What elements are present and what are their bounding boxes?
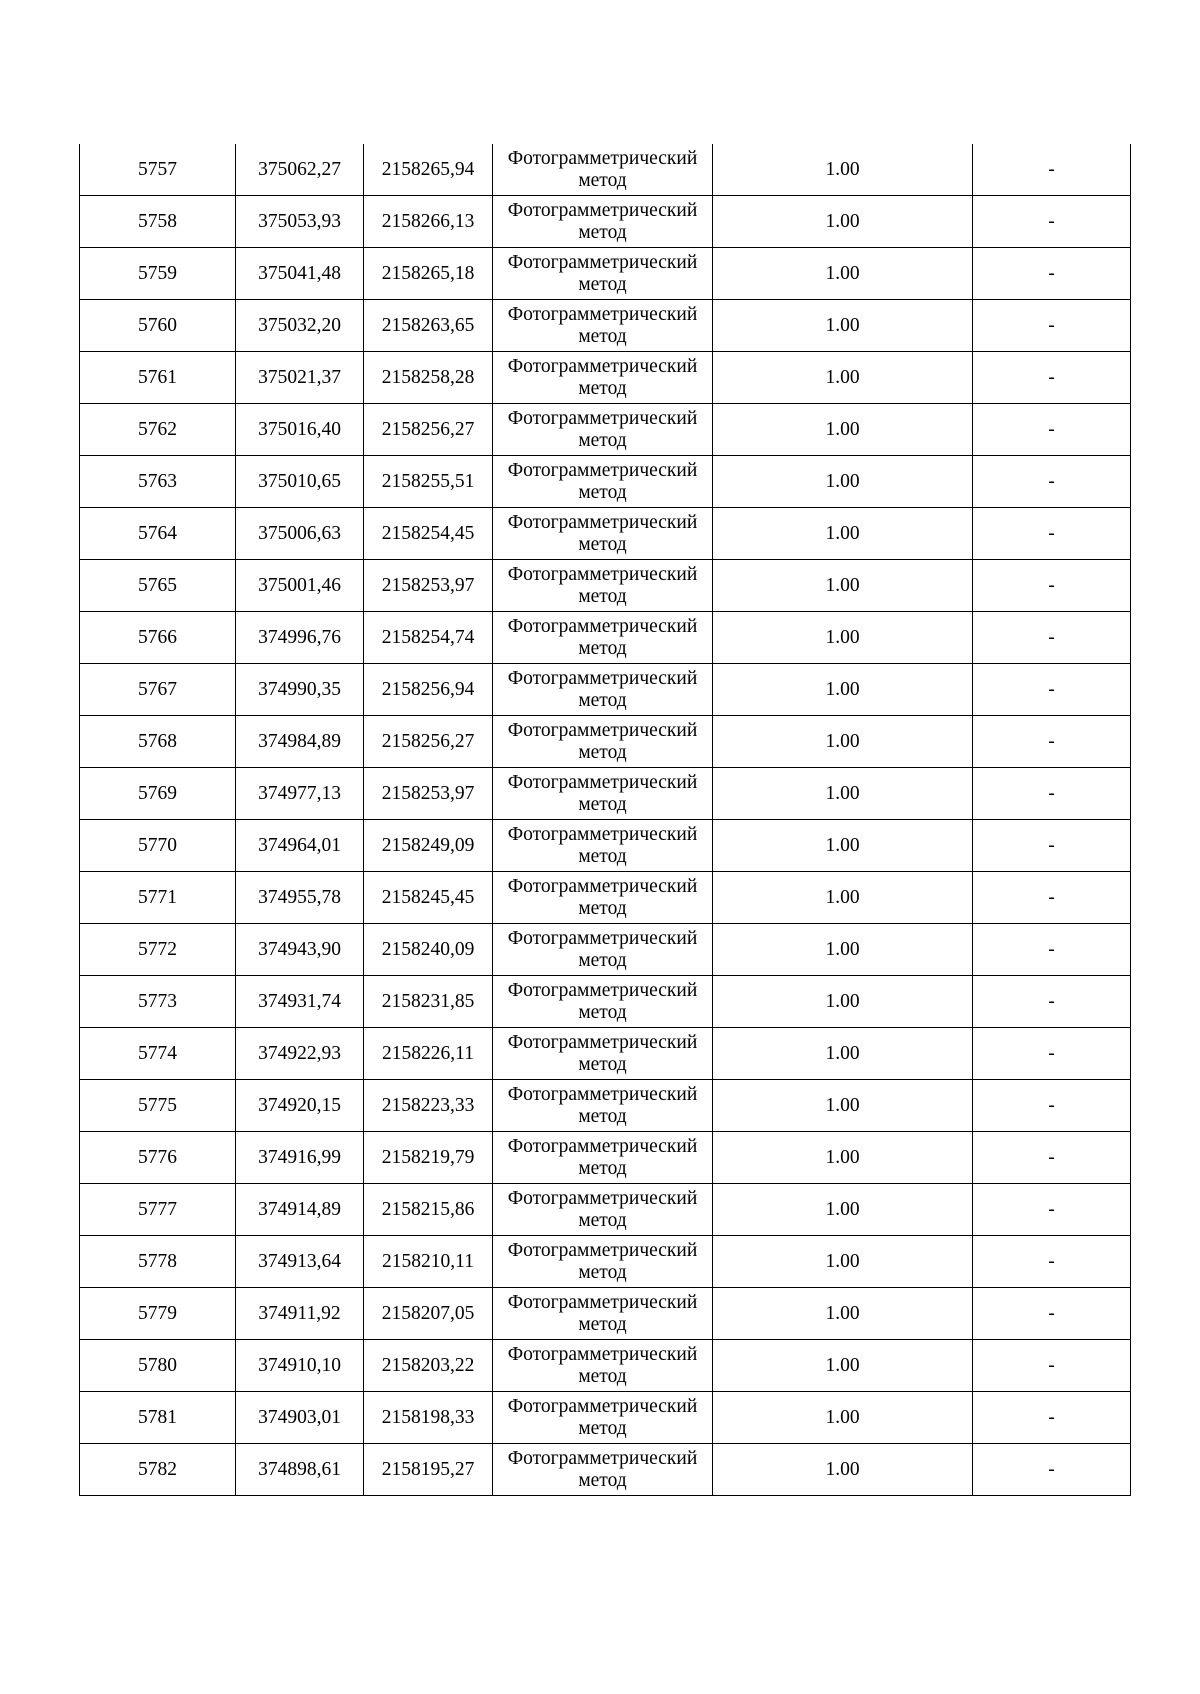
x-coordinate-cell: 375053,93 bbox=[236, 196, 364, 248]
note-cell: - bbox=[973, 352, 1131, 404]
y-coordinate-cell: 2158210,11 bbox=[364, 1236, 493, 1288]
y-coordinate-cell: 2158223,33 bbox=[364, 1080, 493, 1132]
point-number-cell: 5764 bbox=[80, 508, 236, 560]
x-coordinate-cell: 374913,64 bbox=[236, 1236, 364, 1288]
method-cell bbox=[493, 1288, 713, 1340]
method-cell bbox=[493, 1080, 713, 1132]
x-coordinate-cell: 375016,40 bbox=[236, 404, 364, 456]
y-coordinate-cell: 2158254,74 bbox=[364, 612, 493, 664]
table-row bbox=[80, 1028, 1131, 1080]
method-text-line-1: Фотограмметрический bbox=[507, 875, 698, 897]
point-number-cell: 5767 bbox=[80, 664, 236, 716]
method-text-line-1: Фотограмметрический bbox=[507, 1395, 698, 1417]
method-text-line-1: Фотограмметрический bbox=[507, 823, 698, 845]
accuracy-cell: 1.00 bbox=[713, 976, 973, 1028]
method-text-line-1: Фотограмметрический bbox=[507, 407, 698, 429]
x-coordinate-cell: 374920,15 bbox=[236, 1080, 364, 1132]
y-coordinate-cell: 2158256,27 bbox=[364, 716, 493, 768]
x-coordinate-cell: 374984,89 bbox=[236, 716, 364, 768]
method-text-line-2: метод bbox=[578, 325, 627, 347]
x-coordinate-cell: 374931,74 bbox=[236, 976, 364, 1028]
table-row bbox=[80, 716, 1131, 768]
method-text-line-2: метод bbox=[578, 481, 627, 503]
point-number-cell: 5760 bbox=[80, 300, 236, 352]
point-number-cell: 5777 bbox=[80, 1184, 236, 1236]
x-coordinate-cell: 375006,63 bbox=[236, 508, 364, 560]
table-row bbox=[80, 1184, 1131, 1236]
method-text-line-2: метод bbox=[578, 637, 627, 659]
note-cell: - bbox=[973, 768, 1131, 820]
note-cell: - bbox=[973, 1340, 1131, 1392]
note-cell: - bbox=[973, 872, 1131, 924]
method-text-line-2: метод bbox=[578, 1157, 627, 1179]
note-cell: - bbox=[973, 1392, 1131, 1444]
method-cell bbox=[493, 404, 713, 456]
point-number-cell: 5776 bbox=[80, 1132, 236, 1184]
method-text-line-1: Фотограмметрический bbox=[507, 927, 698, 949]
note-cell: - bbox=[973, 1288, 1131, 1340]
method-text-line-1: Фотограмметрический bbox=[507, 459, 698, 481]
method-text-line-1: Фотограмметрический bbox=[507, 1083, 698, 1105]
table-row bbox=[80, 352, 1131, 404]
note-cell: - bbox=[973, 664, 1131, 716]
accuracy-cell: 1.00 bbox=[713, 1080, 973, 1132]
table-row bbox=[80, 664, 1131, 716]
method-text-line-1: Фотограмметрический bbox=[507, 1239, 698, 1261]
table-row bbox=[80, 820, 1131, 872]
method-cell bbox=[493, 560, 713, 612]
y-coordinate-cell: 2158207,05 bbox=[364, 1288, 493, 1340]
method-text-line-2: метод bbox=[578, 533, 627, 555]
note-cell: - bbox=[973, 820, 1131, 872]
method-text-line-1: Фотограмметрический bbox=[507, 355, 698, 377]
x-coordinate-cell: 374990,35 bbox=[236, 664, 364, 716]
table-row bbox=[80, 768, 1131, 820]
point-number-cell: 5757 bbox=[80, 144, 236, 196]
note-cell: - bbox=[973, 1444, 1131, 1496]
method-cell bbox=[493, 144, 713, 196]
table-row bbox=[80, 1132, 1131, 1184]
point-number-cell: 5766 bbox=[80, 612, 236, 664]
accuracy-cell: 1.00 bbox=[713, 508, 973, 560]
accuracy-cell: 1.00 bbox=[713, 404, 973, 456]
table-row bbox=[80, 612, 1131, 664]
note-cell: - bbox=[973, 144, 1131, 196]
x-coordinate-cell: 374903,01 bbox=[236, 1392, 364, 1444]
point-number-cell: 5763 bbox=[80, 456, 236, 508]
accuracy-cell: 1.00 bbox=[713, 456, 973, 508]
y-coordinate-cell: 2158226,11 bbox=[364, 1028, 493, 1080]
y-coordinate-cell: 2158240,09 bbox=[364, 924, 493, 976]
point-number-cell: 5769 bbox=[80, 768, 236, 820]
accuracy-cell: 1.00 bbox=[713, 560, 973, 612]
method-text-line-1: Фотограмметрический bbox=[507, 1135, 698, 1157]
method-text-line-2: метод bbox=[578, 169, 627, 191]
method-cell bbox=[493, 1444, 713, 1496]
y-coordinate-cell: 2158231,85 bbox=[364, 976, 493, 1028]
y-coordinate-cell: 2158253,97 bbox=[364, 768, 493, 820]
method-cell bbox=[493, 196, 713, 248]
y-coordinate-cell: 2158265,94 bbox=[364, 144, 493, 196]
method-cell bbox=[493, 352, 713, 404]
table-row bbox=[80, 1392, 1131, 1444]
accuracy-cell: 1.00 bbox=[713, 820, 973, 872]
method-text-line-1: Фотограмметрический bbox=[507, 1343, 698, 1365]
note-cell: - bbox=[973, 612, 1131, 664]
y-coordinate-cell: 2158255,51 bbox=[364, 456, 493, 508]
table-row bbox=[80, 404, 1131, 456]
y-coordinate-cell: 2158245,45 bbox=[364, 872, 493, 924]
x-coordinate-cell: 374996,76 bbox=[236, 612, 364, 664]
accuracy-cell: 1.00 bbox=[713, 664, 973, 716]
method-cell bbox=[493, 820, 713, 872]
method-cell bbox=[493, 508, 713, 560]
note-cell: - bbox=[973, 1080, 1131, 1132]
coordinates-table-body bbox=[80, 144, 1131, 1496]
method-text-line-2: метод bbox=[578, 949, 627, 971]
method-text-line-2: метод bbox=[578, 1053, 627, 1075]
accuracy-cell: 1.00 bbox=[713, 716, 973, 768]
method-text-line-1: Фотограмметрический bbox=[507, 719, 698, 741]
table-row bbox=[80, 924, 1131, 976]
method-cell bbox=[493, 976, 713, 1028]
accuracy-cell: 1.00 bbox=[713, 612, 973, 664]
accuracy-cell: 1.00 bbox=[713, 1132, 973, 1184]
y-coordinate-cell: 2158195,27 bbox=[364, 1444, 493, 1496]
method-text-line-2: метод bbox=[578, 897, 627, 919]
note-cell: - bbox=[973, 924, 1131, 976]
y-coordinate-cell: 2158203,22 bbox=[364, 1340, 493, 1392]
accuracy-cell: 1.00 bbox=[713, 1028, 973, 1080]
accuracy-cell: 1.00 bbox=[713, 872, 973, 924]
y-coordinate-cell: 2158253,97 bbox=[364, 560, 493, 612]
y-coordinate-cell: 2158198,33 bbox=[364, 1392, 493, 1444]
table-row bbox=[80, 1444, 1131, 1496]
accuracy-cell: 1.00 bbox=[713, 1392, 973, 1444]
note-cell: - bbox=[973, 716, 1131, 768]
method-text-line-1: Фотограмметрический bbox=[507, 199, 698, 221]
point-number-cell: 5782 bbox=[80, 1444, 236, 1496]
method-text-line-2: метод bbox=[578, 793, 627, 815]
accuracy-cell: 1.00 bbox=[713, 1288, 973, 1340]
x-coordinate-cell: 374922,93 bbox=[236, 1028, 364, 1080]
x-coordinate-cell: 375021,37 bbox=[236, 352, 364, 404]
method-text-line-2: метод bbox=[578, 845, 627, 867]
point-number-cell: 5781 bbox=[80, 1392, 236, 1444]
point-number-cell: 5762 bbox=[80, 404, 236, 456]
table-row bbox=[80, 872, 1131, 924]
method-text-line-2: метод bbox=[578, 741, 627, 763]
note-cell: - bbox=[973, 404, 1131, 456]
accuracy-cell: 1.00 bbox=[713, 300, 973, 352]
table-row bbox=[80, 144, 1131, 196]
x-coordinate-cell: 374955,78 bbox=[236, 872, 364, 924]
method-cell bbox=[493, 768, 713, 820]
table-row bbox=[80, 1236, 1131, 1288]
note-cell: - bbox=[973, 300, 1131, 352]
y-coordinate-cell: 2158256,27 bbox=[364, 404, 493, 456]
method-text-line-1: Фотограмметрический bbox=[507, 1291, 698, 1313]
point-number-cell: 5765 bbox=[80, 560, 236, 612]
method-cell bbox=[493, 456, 713, 508]
x-coordinate-cell: 374977,13 bbox=[236, 768, 364, 820]
accuracy-cell: 1.00 bbox=[713, 1236, 973, 1288]
method-cell bbox=[493, 1184, 713, 1236]
method-cell bbox=[493, 1132, 713, 1184]
point-number-cell: 5778 bbox=[80, 1236, 236, 1288]
method-cell bbox=[493, 924, 713, 976]
note-cell: - bbox=[973, 248, 1131, 300]
note-cell: - bbox=[973, 1184, 1131, 1236]
note-cell: - bbox=[973, 1132, 1131, 1184]
x-coordinate-cell: 374910,10 bbox=[236, 1340, 364, 1392]
method-text-line-1: Фотограмметрический bbox=[507, 303, 698, 325]
accuracy-cell: 1.00 bbox=[713, 1444, 973, 1496]
x-coordinate-cell: 374916,99 bbox=[236, 1132, 364, 1184]
note-cell: - bbox=[973, 1028, 1131, 1080]
method-text-line-2: метод bbox=[578, 1417, 627, 1439]
method-text-line-2: метод bbox=[578, 429, 627, 451]
method-text-line-1: Фотограмметрический bbox=[507, 147, 698, 169]
table-row bbox=[80, 508, 1131, 560]
note-cell: - bbox=[973, 456, 1131, 508]
table-row bbox=[80, 456, 1131, 508]
y-coordinate-cell: 2158265,18 bbox=[364, 248, 493, 300]
point-number-cell: 5780 bbox=[80, 1340, 236, 1392]
x-coordinate-cell: 374964,01 bbox=[236, 820, 364, 872]
coordinates-table bbox=[79, 144, 1131, 1496]
point-number-cell: 5761 bbox=[80, 352, 236, 404]
note-cell: - bbox=[973, 976, 1131, 1028]
method-cell bbox=[493, 716, 713, 768]
x-coordinate-cell: 374914,89 bbox=[236, 1184, 364, 1236]
point-number-cell: 5771 bbox=[80, 872, 236, 924]
y-coordinate-cell: 2158258,28 bbox=[364, 352, 493, 404]
table-row bbox=[80, 1288, 1131, 1340]
point-number-cell: 5773 bbox=[80, 976, 236, 1028]
method-text-line-2: метод bbox=[578, 1001, 627, 1023]
method-text-line-2: метод bbox=[578, 1209, 627, 1231]
table-row bbox=[80, 1080, 1131, 1132]
table-row bbox=[80, 1340, 1131, 1392]
accuracy-cell: 1.00 bbox=[713, 352, 973, 404]
table-row bbox=[80, 976, 1131, 1028]
note-cell: - bbox=[973, 560, 1131, 612]
method-text-line-2: метод bbox=[578, 377, 627, 399]
point-number-cell: 5779 bbox=[80, 1288, 236, 1340]
point-number-cell: 5768 bbox=[80, 716, 236, 768]
x-coordinate-cell: 375041,48 bbox=[236, 248, 364, 300]
method-text-line-1: Фотограмметрический bbox=[507, 979, 698, 1001]
accuracy-cell: 1.00 bbox=[713, 144, 973, 196]
y-coordinate-cell: 2158256,94 bbox=[364, 664, 493, 716]
method-text-line-2: метод bbox=[578, 689, 627, 711]
note-cell: - bbox=[973, 196, 1131, 248]
method-text-line-1: Фотограмметрический bbox=[507, 615, 698, 637]
point-number-cell: 5770 bbox=[80, 820, 236, 872]
method-text-line-1: Фотограмметрический bbox=[507, 563, 698, 585]
point-number-cell: 5759 bbox=[80, 248, 236, 300]
accuracy-cell: 1.00 bbox=[713, 248, 973, 300]
table-row bbox=[80, 248, 1131, 300]
x-coordinate-cell: 375062,27 bbox=[236, 144, 364, 196]
method-text-line-2: метод bbox=[578, 1261, 627, 1283]
x-coordinate-cell: 375032,20 bbox=[236, 300, 364, 352]
accuracy-cell: 1.00 bbox=[713, 924, 973, 976]
table-row bbox=[80, 560, 1131, 612]
y-coordinate-cell: 2158263,65 bbox=[364, 300, 493, 352]
x-coordinate-cell: 375001,46 bbox=[236, 560, 364, 612]
y-coordinate-cell: 2158249,09 bbox=[364, 820, 493, 872]
method-text-line-1: Фотограмметрический bbox=[507, 511, 698, 533]
x-coordinate-cell: 374911,92 bbox=[236, 1288, 364, 1340]
table-row bbox=[80, 196, 1131, 248]
method-cell bbox=[493, 1340, 713, 1392]
note-cell: - bbox=[973, 1236, 1131, 1288]
point-number-cell: 5758 bbox=[80, 196, 236, 248]
method-text-line-1: Фотограмметрический bbox=[507, 667, 698, 689]
method-text-line-2: метод bbox=[578, 1469, 627, 1491]
method-cell bbox=[493, 1028, 713, 1080]
table-row bbox=[80, 300, 1131, 352]
accuracy-cell: 1.00 bbox=[713, 1184, 973, 1236]
point-number-cell: 5774 bbox=[80, 1028, 236, 1080]
method-text-line-2: метод bbox=[578, 221, 627, 243]
point-number-cell: 5775 bbox=[80, 1080, 236, 1132]
accuracy-cell: 1.00 bbox=[713, 768, 973, 820]
method-text-line-1: Фотограмметрический bbox=[507, 1031, 698, 1053]
method-text-line-2: метод bbox=[578, 585, 627, 607]
method-text-line-2: метод bbox=[578, 1313, 627, 1335]
method-text-line-1: Фотограмметрический bbox=[507, 1447, 698, 1469]
method-cell bbox=[493, 248, 713, 300]
method-text-line-2: метод bbox=[578, 273, 627, 295]
y-coordinate-cell: 2158266,13 bbox=[364, 196, 493, 248]
method-text-line-2: метод bbox=[578, 1365, 627, 1387]
accuracy-cell: 1.00 bbox=[713, 1340, 973, 1392]
y-coordinate-cell: 2158219,79 bbox=[364, 1132, 493, 1184]
note-cell: - bbox=[973, 508, 1131, 560]
method-text-line-2: метод bbox=[578, 1105, 627, 1127]
x-coordinate-cell: 375010,65 bbox=[236, 456, 364, 508]
accuracy-cell: 1.00 bbox=[713, 196, 973, 248]
method-cell bbox=[493, 1236, 713, 1288]
method-text-line-1: Фотограмметрический bbox=[507, 1187, 698, 1209]
method-cell bbox=[493, 664, 713, 716]
y-coordinate-cell: 2158254,45 bbox=[364, 508, 493, 560]
y-coordinate-cell: 2158215,86 bbox=[364, 1184, 493, 1236]
method-cell bbox=[493, 1392, 713, 1444]
method-text-line-1: Фотограмметрический bbox=[507, 771, 698, 793]
point-number-cell: 5772 bbox=[80, 924, 236, 976]
method-cell bbox=[493, 300, 713, 352]
x-coordinate-cell: 374898,61 bbox=[236, 1444, 364, 1496]
method-cell bbox=[493, 612, 713, 664]
method-text-line-1: Фотограмметрический bbox=[507, 251, 698, 273]
method-cell bbox=[493, 872, 713, 924]
x-coordinate-cell: 374943,90 bbox=[236, 924, 364, 976]
